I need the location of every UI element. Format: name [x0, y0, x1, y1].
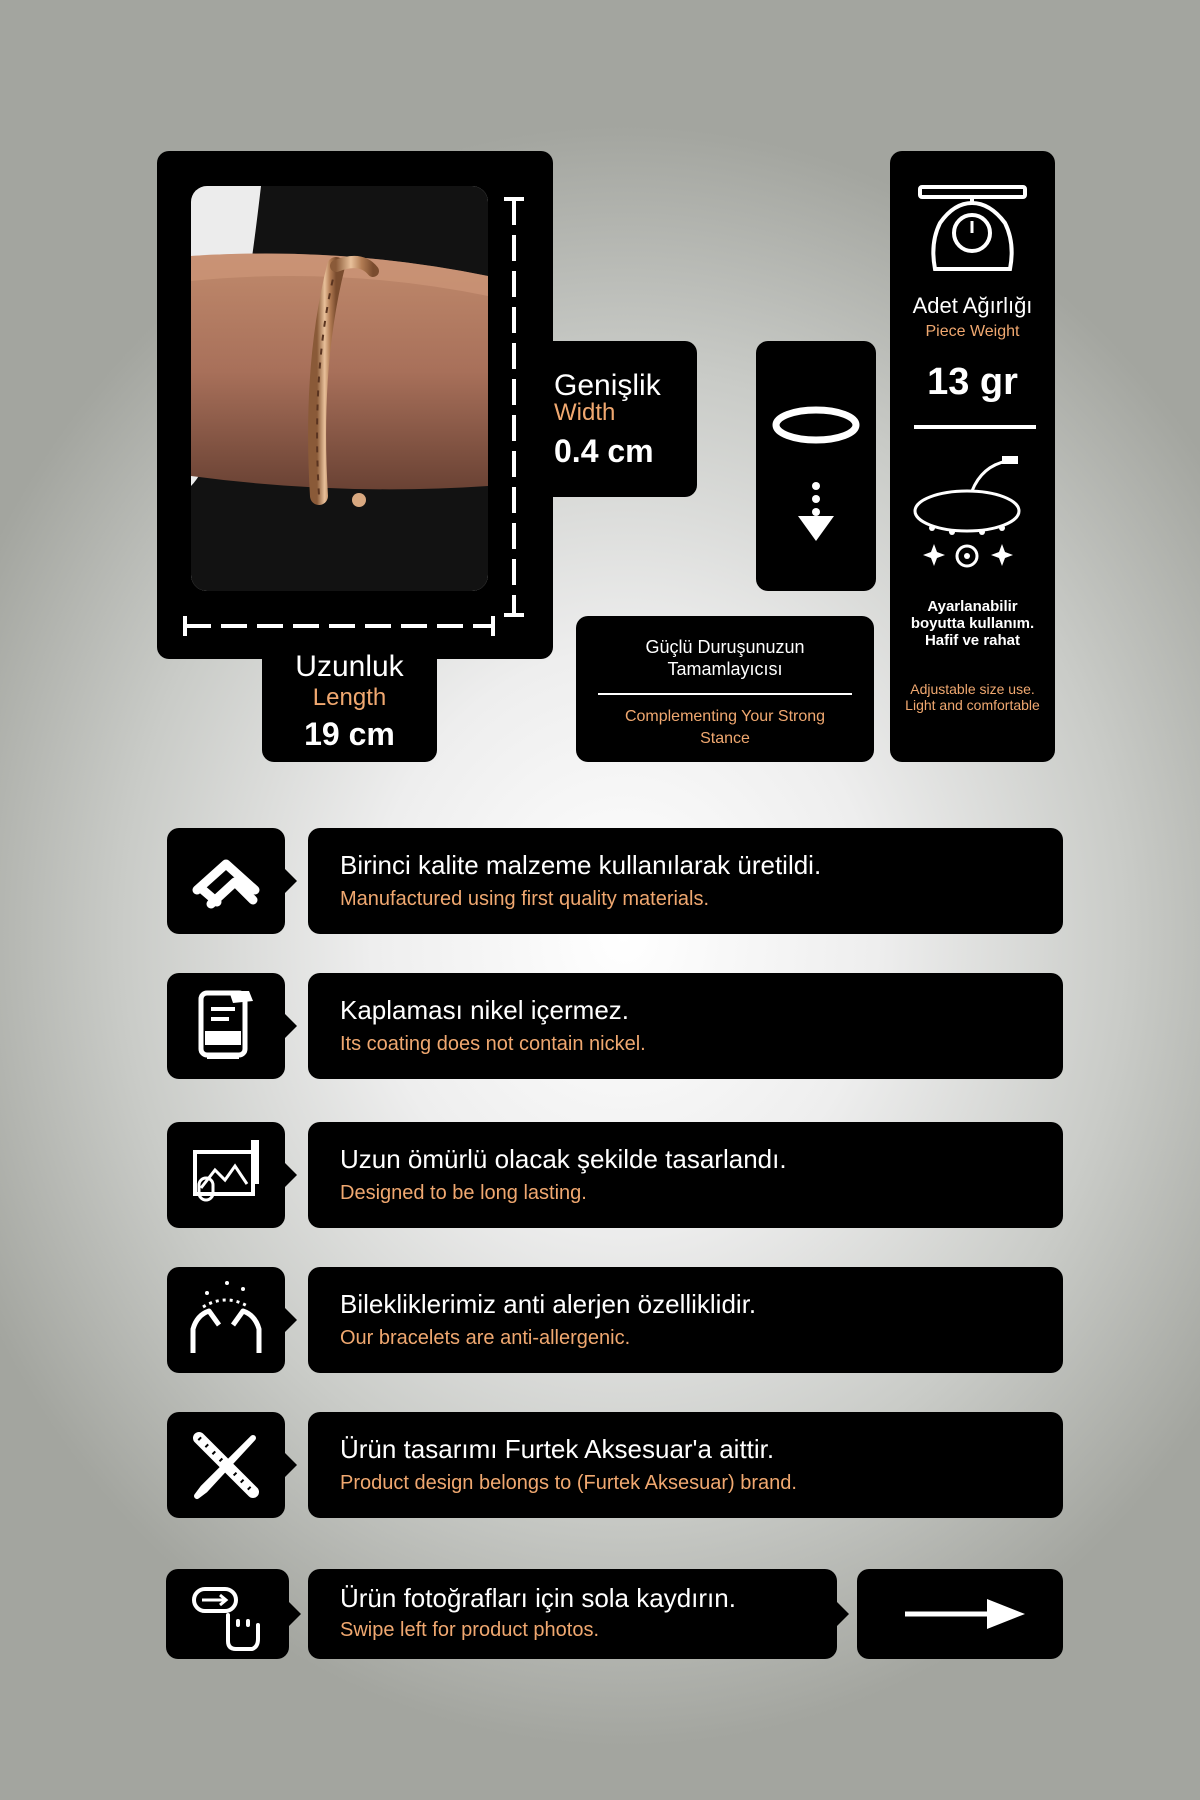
- feature-card-brand: [308, 1412, 1063, 1518]
- weight-label-en: Piece Weight: [925, 323, 1020, 340]
- stance-title-en: Complementing Your Strong Stance: [624, 708, 826, 747]
- feature-card-allergen: [308, 1267, 1063, 1373]
- feature-text-en: Designed to be long lasting.: [340, 1182, 587, 1204]
- feature-icon-box-swipe: [166, 1569, 289, 1659]
- bracelet-on-wrist-image: [191, 186, 488, 591]
- length-dimension-line: [183, 611, 495, 641]
- bangle-down-arrow-icon: [756, 341, 876, 591]
- width-card: [548, 341, 697, 497]
- adjustable-text-en: Adjustable size use. Light and comfortable: [905, 681, 1040, 713]
- swipe-arrow-button[interactable]: [857, 1569, 1063, 1659]
- feature-text-tr: Ürün tasarımı Furtek Aksesuar'a aittir.: [340, 1434, 775, 1464]
- product-photo: [191, 186, 488, 591]
- feature-icon-box-allergen: [167, 1267, 285, 1373]
- hands-bracelet-icon: [167, 1267, 285, 1373]
- adjustable-bracelet-icon: [912, 466, 1027, 576]
- feature-icon-box-brand: [167, 1412, 285, 1518]
- weight-card: [890, 151, 1055, 762]
- feature-text-en: Our bracelets are anti-allergenic.: [340, 1327, 631, 1349]
- feature-icon-box-design: [167, 1122, 285, 1228]
- nickel-free-icon: [167, 973, 285, 1079]
- width-label-tr: Genişlik: [554, 369, 661, 402]
- width-value: 0.4 cm: [554, 433, 654, 469]
- product-photo-frame: [157, 151, 553, 659]
- arrow-right-icon: [857, 1569, 1063, 1659]
- feature-card-nickel: [308, 973, 1063, 1079]
- design-blueprint-icon: [167, 1122, 285, 1228]
- feature-text-en: Product design belongs to (Furtek Aksesuar) brand.: [340, 1472, 797, 1494]
- width-dimension-line: [499, 197, 529, 617]
- length-value: 19 cm: [304, 716, 395, 752]
- width-label-en: Width: [554, 399, 616, 426]
- length-label-en: Length: [312, 684, 387, 711]
- length-label-tr: Uzunluk: [295, 650, 404, 683]
- feature-text-tr: Kaplaması nikel içermez.: [340, 995, 629, 1025]
- pencil-ruler-icon: [167, 1412, 285, 1518]
- bangle-icon-card: [756, 341, 876, 591]
- feature-card-quality: [308, 828, 1063, 934]
- feature-text-tr: Birinci kalite malzeme kullanılarak üretildi.: [340, 850, 822, 880]
- stance-title-tr: Güçlü Duruşunuzun Tamamlayıcısı: [645, 637, 805, 679]
- stance-card: [576, 616, 874, 762]
- stance-divider: [598, 693, 852, 695]
- feature-text-tr: Uzun ömürlü olacak şekilde tasarlandı.: [340, 1144, 787, 1174]
- swipe-icon: [166, 1569, 289, 1659]
- feature-card-swipe: [308, 1569, 837, 1659]
- feature-icon-box-nickel: [167, 973, 285, 1079]
- feature-text-en: Manufactured using first quality materials.: [340, 888, 710, 910]
- feature-text-en: Its coating does not contain nickel.: [340, 1033, 646, 1055]
- kitchen-scale-icon: [915, 183, 1030, 273]
- weight-value: 13 gr: [927, 361, 1018, 403]
- length-card: [262, 650, 437, 762]
- feature-icon-box-quality: [167, 828, 285, 934]
- quality-icon: [167, 828, 285, 934]
- adjustable-text-tr: Ayarlanabilir boyutta kullanım. Hafif ve rahat: [910, 598, 1035, 649]
- weight-divider: [914, 425, 1036, 429]
- feature-text-en: Swipe left for product photos.: [340, 1619, 600, 1641]
- weight-label-tr: Adet Ağırlığı: [912, 293, 1033, 318]
- feature-text-tr: Ürün fotoğrafları için sola kaydırın.: [340, 1583, 736, 1613]
- feature-card-design: [308, 1122, 1063, 1228]
- feature-text-tr: Bilekliklerimiz anti alerjen özelliklidir.: [340, 1289, 757, 1319]
